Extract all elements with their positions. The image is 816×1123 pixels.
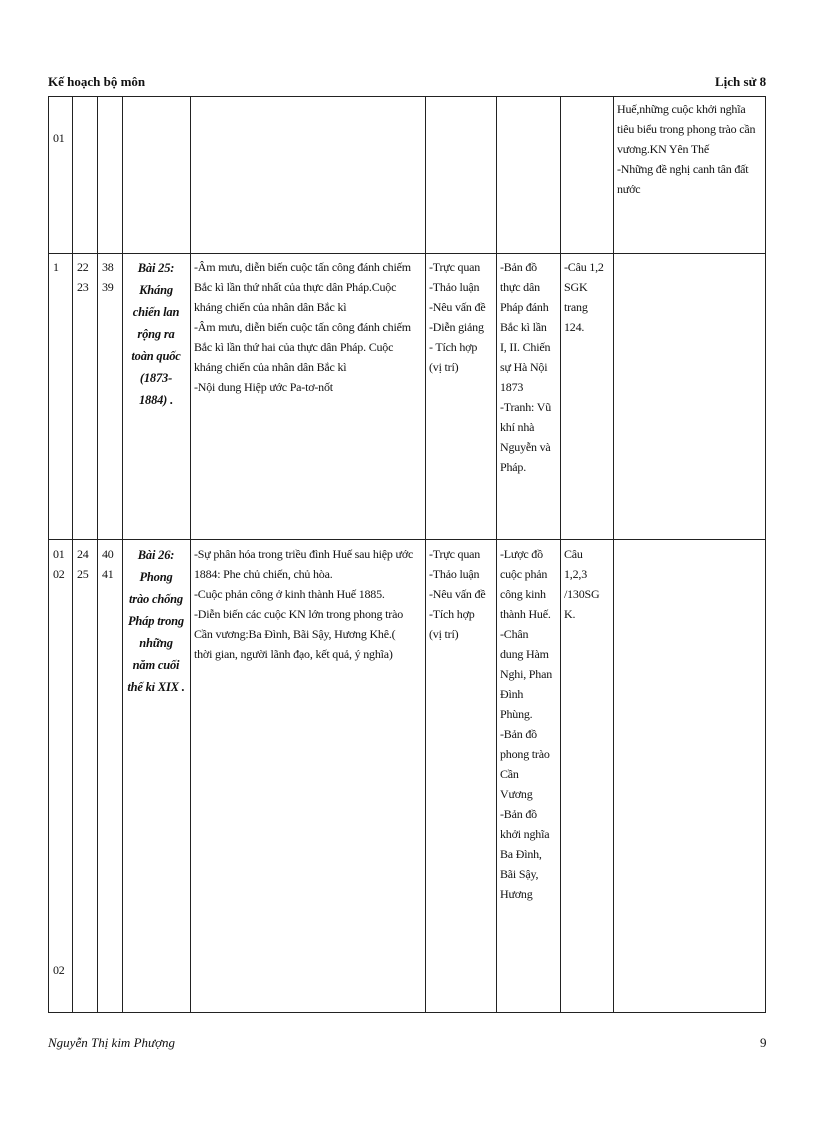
text-line: -Câu 1,2 — [564, 260, 604, 274]
text-line: toàn quốc — [131, 349, 181, 363]
text-line: 124. — [564, 320, 585, 334]
text-line: -Diễn biến các cuộc KN lớn trong phong trào — [194, 607, 404, 621]
text-line: 01 — [53, 131, 65, 145]
text-line: khởi nghĩa — [500, 827, 550, 841]
text-line: công kinh — [500, 587, 546, 601]
text-line: Nghi, Phan — [500, 667, 553, 681]
text-line: 23 — [77, 280, 89, 294]
row-number-bottom: 02 — [53, 963, 65, 977]
document-header-subject: Lịch sử 8 — [715, 74, 767, 89]
text-line: 22 — [77, 260, 89, 274]
text-line: Hương — [500, 887, 533, 901]
text-line: 24 — [77, 547, 89, 561]
text-line: -Nêu vấn đề — [429, 300, 486, 314]
period-cell — [102, 544, 114, 584]
text-line: 1873 — [500, 380, 524, 394]
text-line: 25 — [77, 567, 89, 581]
text-line: (vị trí) — [429, 360, 459, 374]
text-line: -Tích hợp — [429, 607, 475, 621]
text-line: Pháp đánh — [500, 300, 549, 314]
text-line: phong trào — [500, 747, 550, 761]
text-line: -Diễn giảng — [429, 320, 484, 334]
week-cell — [77, 257, 89, 297]
text-line: -Trực quan — [429, 547, 481, 561]
period-cell — [102, 257, 114, 297]
text-line: kháng chiến của nhân dân Bắc kì — [194, 360, 347, 374]
text-line: Cần vương:Ba Đình, Bãi Sậy, Hương Khê.( — [194, 627, 396, 641]
text-line: 02 — [53, 567, 65, 581]
text-line: -Chân — [500, 627, 529, 641]
teaching-aids-cell — [500, 257, 551, 477]
footer-author: Nguyễn Thị kim Phượng — [48, 1035, 176, 1050]
text-line: 01 — [53, 547, 65, 561]
text-line: Bắc kì lần thứ nhất của thực dân Pháp.Cuộc — [194, 280, 397, 294]
text-line: khí nhà — [500, 420, 535, 434]
text-line: Ba Đình, — [500, 847, 542, 861]
text-line: Pháp trong — [127, 614, 184, 628]
text-line: Bãi Sậy, — [500, 867, 539, 881]
teaching-aids-cell — [500, 544, 558, 1010]
text-line: dung Hàm — [500, 647, 549, 661]
text-line: (1873- — [139, 371, 173, 385]
text-line: I, II. Chiến — [500, 340, 551, 354]
text-line: Phong — [139, 570, 173, 584]
text-line: Phùng. — [500, 707, 533, 721]
text-line: Kháng — [139, 283, 173, 297]
text-line: thành Huế. — [500, 607, 551, 621]
text-line: sự Hà Nội — [500, 360, 548, 374]
row-number-cell — [53, 544, 65, 584]
text-line: Bài 26: — [137, 548, 175, 562]
text-line: Nguyễn và — [500, 440, 551, 454]
text-line: kháng chiến của nhân dân Bắc kì — [194, 300, 347, 314]
text-line: cuộc phản — [500, 567, 548, 581]
row-number-cell — [53, 257, 59, 277]
text-line: -Bản đồ — [500, 807, 537, 821]
text-line: Bắc kì lần thứ hai của thực dân Pháp. Cuộc — [194, 340, 394, 354]
text-line: -Tranh: Vũ — [500, 400, 552, 414]
text-line: -Nêu vấn đề — [429, 587, 486, 601]
text-line: trang — [564, 300, 588, 314]
exercise-cell — [564, 544, 599, 624]
text-line: Pháp. — [500, 460, 527, 474]
method-cell — [429, 257, 485, 377]
text-line: -Sự phân hóa trong triều đình Huế sau hiệp ước — [194, 547, 414, 561]
text-line: 1 — [53, 260, 59, 274]
text-line: -Cuộc phản công ở kinh thành Huế 1885. — [194, 587, 385, 601]
text-line: -Nội dung Hiệp ước Pa-tơ-nốt — [194, 380, 333, 394]
text-line: thực dân — [500, 280, 540, 294]
text-line: -Trực quan — [429, 260, 481, 274]
text-line: - Tích hợp — [429, 340, 478, 354]
text-line: -Âm mưu, diễn biến cuộc tấn công đánh chiếm — [194, 320, 411, 334]
text-line: Đình — [500, 687, 524, 701]
notes-cell — [617, 99, 763, 199]
footer-page-number: 9 — [760, 1035, 767, 1050]
text-line: 1884: Phe chủ chiến, chủ hòa. — [194, 567, 333, 581]
text-line: chiến lan — [132, 305, 180, 319]
text-line: thế kỉ XIX . — [127, 680, 185, 694]
text-line: -Âm mưu, diễn biến cuộc tấn công đánh chiếm — [194, 260, 411, 274]
text-line: /130SG — [564, 587, 600, 601]
text-line: 1884) . — [138, 393, 173, 407]
text-line: K. — [564, 607, 576, 621]
text-line: vương.KN Yên Thế — [617, 142, 709, 156]
text-line: Huế,những cuộc khởi nghĩa — [617, 102, 746, 116]
text-line: 41 — [102, 567, 114, 581]
text-line: Cần — [500, 767, 519, 781]
text-line: -Lược đồ — [500, 547, 543, 561]
text-line: -Thảo luận — [429, 567, 480, 581]
row-number-cell — [53, 128, 65, 148]
text-line: năm cuối — [132, 658, 180, 672]
lesson-title-cell — [122, 257, 190, 411]
text-line: -Những đề nghị canh tân đất — [617, 162, 749, 176]
text-line: 38 — [102, 260, 114, 274]
document-header-title: Kế hoạch bộ môn — [48, 74, 146, 89]
text-line: rộng ra — [137, 327, 175, 341]
text-line: Bài 25: — [137, 261, 175, 275]
text-line: SGK — [564, 280, 588, 294]
week-cell — [77, 544, 89, 584]
text-line: những — [139, 636, 173, 650]
lesson-title-cell — [122, 544, 190, 698]
text-line: -Bản đồ — [500, 260, 537, 274]
exercise-cell — [564, 257, 604, 337]
content-cell — [194, 257, 424, 397]
text-line: 40 — [102, 547, 114, 561]
text-line: -Bản đồ — [500, 727, 537, 741]
text-line: (vị trí) — [429, 627, 459, 641]
text-line: Bắc kì lần — [500, 320, 547, 334]
text-line: Câu — [564, 547, 583, 561]
text-line: 1,2,3 — [564, 567, 588, 581]
text-line: nước — [617, 182, 641, 196]
method-cell — [429, 544, 485, 644]
content-cell — [194, 544, 424, 664]
text-line: Vương — [500, 787, 533, 801]
text-line: tiêu biểu trong phong trào cần — [617, 122, 756, 136]
text-line: trào chống — [129, 592, 183, 606]
text-line: -Thảo luận — [429, 280, 480, 294]
text-line: 39 — [102, 280, 114, 294]
text-line: thời gian, người lãnh đạo, kết quả, ý nghĩa) — [194, 647, 393, 661]
